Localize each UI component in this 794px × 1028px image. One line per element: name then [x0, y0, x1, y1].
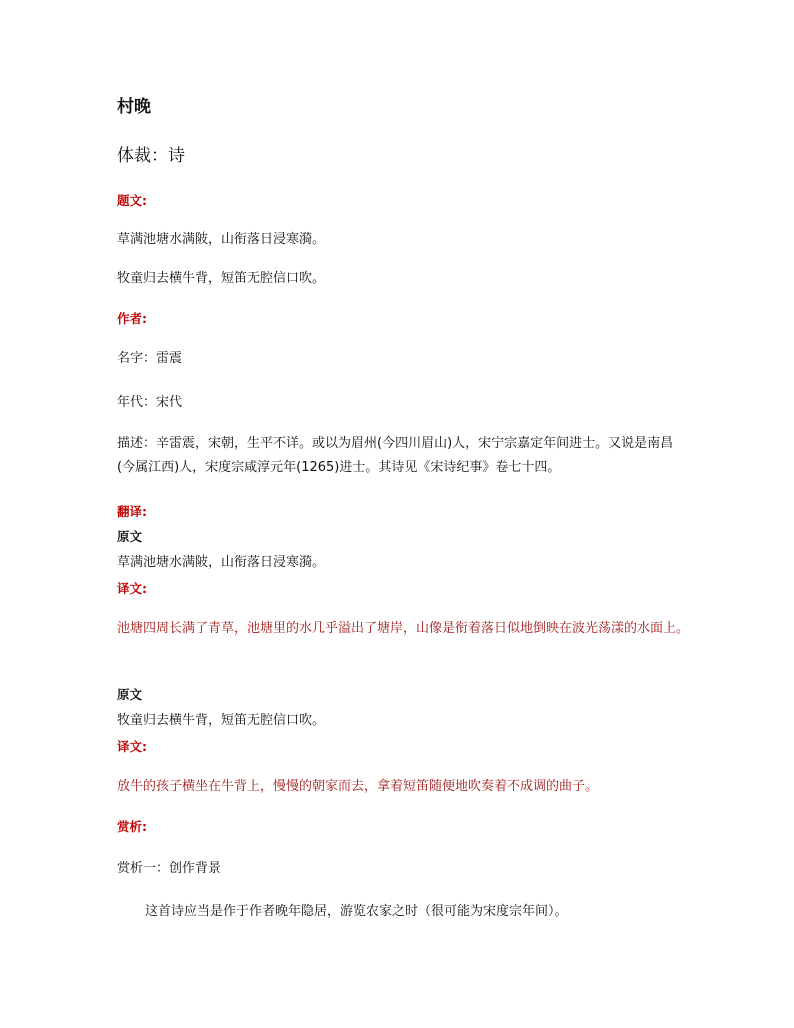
- author-description: 描述：辛雷震，宋朝，生平不详。或以为眉州(今四川眉山)人，宋宁宗嘉定年间进士。又说是南昌(今属江西)人，宋度宗咸淳元年(1265)进士。其诗见《宋诗纪事》卷七十四。: [117, 436, 674, 475]
- section-label-appreciation: 赏析:: [117, 819, 147, 834]
- poem-line-1: 草满池塘水满陂，山衔落日浸寒漪。: [117, 232, 326, 247]
- poem-line-2: 牧童归去横牛背，短笛无腔信口吹。: [117, 271, 326, 286]
- author-era: 年代：宋代: [117, 395, 183, 410]
- author-name: 名字：雷震: [117, 351, 183, 366]
- original-line-1: 草满池塘水满陂，山衔落日浸寒漪。: [117, 555, 326, 570]
- original-label-2: 原文: [117, 687, 143, 702]
- translated-label-1: 译文:: [117, 581, 147, 596]
- section-label-translation: 翻译:: [117, 504, 147, 519]
- translated-label-2: 译文:: [117, 739, 147, 754]
- poem-title: 村晚: [117, 97, 151, 117]
- original-line-2: 牧童归去横牛背，短笛无腔信口吹。: [117, 713, 326, 728]
- translated-text-1: 池塘四周长满了青草，池塘里的水几乎溢出了塘岸，山像是衔着落日似地倒映在波光荡漾的水面上。: [117, 621, 690, 636]
- genre-label: 体裁：诗: [117, 146, 185, 166]
- appreciation-heading: 赏析一：创作背景: [117, 861, 222, 876]
- original-label-1: 原文: [117, 529, 143, 544]
- translated-text-2: 放牛的孩子横坐在牛背上，慢慢的朝家而去，拿着短笛随便地吹奏着不成调的曲子。: [117, 779, 599, 794]
- appreciation-paragraph: 这首诗应当是作于作者晚年隐居，游览农家之时（很可能为宋度宗年间）。: [145, 904, 568, 919]
- section-label-text: 题文:: [117, 193, 147, 208]
- section-label-author: 作者:: [117, 311, 147, 326]
